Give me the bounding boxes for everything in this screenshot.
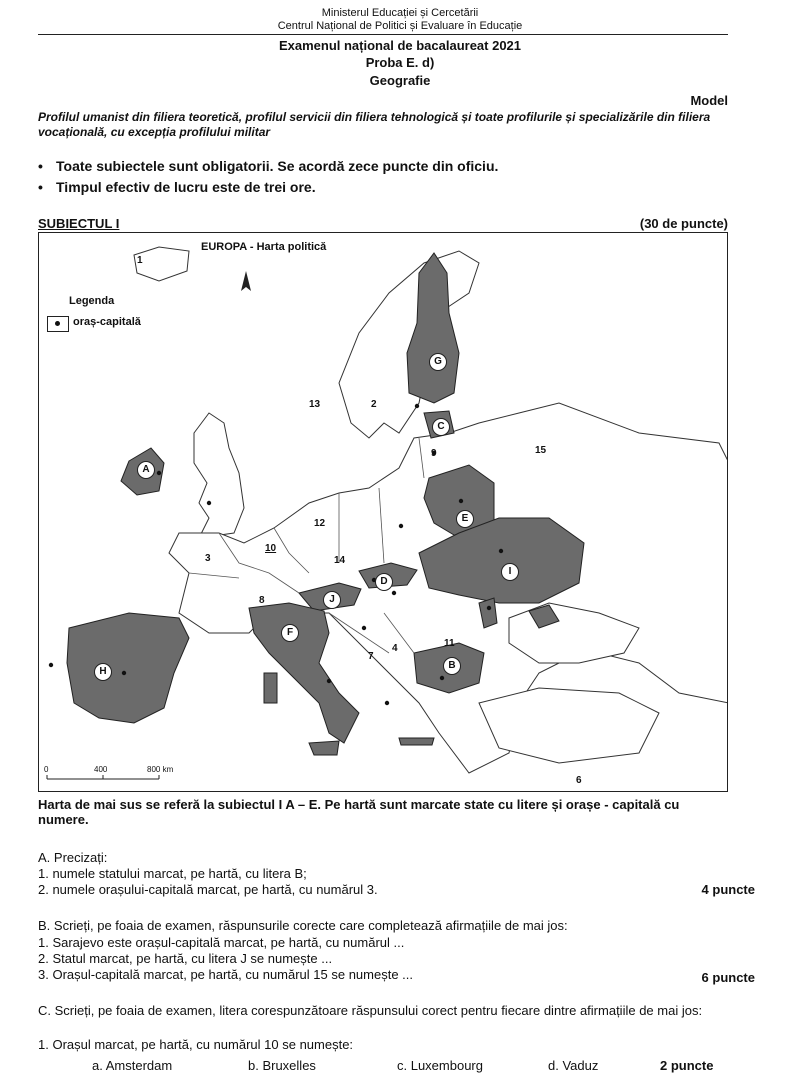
- model-label: Model: [690, 93, 728, 108]
- scale-label: 800 km: [147, 765, 174, 774]
- legend-title: Legenda: [69, 295, 115, 307]
- instruction-item: • Toate subiectele sunt obligatorii. Se acordă zece puncte din oficiu.: [38, 158, 499, 174]
- part-c-head: C. Scrieți, pe foaia de examen, litera corespunzătoare răspunsului corect pentru fiecare dintre afirmațiile de mai jos:: [38, 1003, 703, 1018]
- capital-number: 9: [431, 448, 437, 459]
- capital-number: 12: [314, 518, 326, 529]
- state-letter: H: [94, 663, 112, 681]
- capital-number: 8: [259, 595, 265, 606]
- section-header: [38, 216, 728, 231]
- state-letter: F: [281, 624, 299, 642]
- legend-capital-symbol: [47, 316, 69, 332]
- state-letter: I: [501, 563, 519, 581]
- part-b-item: 1. Sarajevo este orașul-capitală marcat, pe hartă, cu numărul ...: [38, 935, 405, 950]
- exam-proba: Proba E. d): [365, 55, 435, 70]
- choice-d: d. Vaduz: [548, 1058, 599, 1073]
- section-points: (30 de puncte): [639, 216, 728, 231]
- capital-number: 10: [265, 543, 277, 554]
- capital-number: 2: [371, 399, 377, 410]
- capital-number: 11: [444, 638, 455, 649]
- map-intro: Harta de mai sus se referă la subiectul I A – E. Pe hartă sunt marcate state cu litere și orașe - capitală cu numere.: [38, 797, 680, 827]
- europe-map: [38, 232, 728, 792]
- scale-label: 0: [44, 765, 49, 774]
- center-name: Centrul Național de Politici și Evaluare în Educație: [277, 20, 523, 32]
- part-a-points: 4 puncte: [701, 882, 755, 897]
- part-b-item: 3. Orașul-capitală marcat, pe hartă, cu numărul 15 se numește ...: [38, 967, 414, 982]
- header-rule: [38, 34, 728, 35]
- part-b-item: 2. Statul marcat, pe hartă, cu litera J se numește ...: [38, 951, 333, 966]
- capital-number: 6: [576, 775, 582, 786]
- state-letter: D: [375, 573, 393, 591]
- state-letter: E: [456, 510, 474, 528]
- exam-title: Examenul național de bacalaureat 2021: [278, 38, 522, 53]
- part-b-head: B. Scrieți, pe foaia de examen, răspunsurile corecte care completează afirmațiile de mai jos:: [38, 918, 568, 933]
- capital-number: 13: [309, 399, 321, 410]
- scale-label: 400: [94, 765, 108, 774]
- capital-number: 14: [334, 555, 346, 566]
- capital-number: 15: [535, 445, 547, 456]
- state-letter: B: [443, 657, 461, 675]
- instructions-list: [38, 158, 728, 200]
- state-letter: C: [432, 418, 450, 436]
- capital-number: 3: [205, 553, 211, 564]
- exam-subject: Geografie: [369, 73, 431, 88]
- choice-b: b. Bruxelles: [248, 1058, 316, 1073]
- capital-number: 4: [392, 643, 398, 654]
- state-letter: J: [323, 591, 341, 609]
- capital-number: 7: [368, 651, 374, 662]
- choice-a: a. Amsterdam: [92, 1058, 173, 1073]
- map-title: EUROPA - Harta politică: [201, 241, 327, 253]
- choice-c: c. Luxembourg: [397, 1058, 483, 1073]
- section-title: SUBIECTUL I: [38, 216, 120, 231]
- part-a-head: A. Precizați:: [38, 850, 108, 865]
- map-drawing: [39, 233, 728, 792]
- part-c-item: 1. Orașul marcat, pe hartă, cu numărul 10 se numește:: [38, 1037, 354, 1052]
- instruction-item: • Timpul efectiv de lucru este de trei ore.: [38, 179, 316, 195]
- profile-text: Profilul umanist din filiera teoretică, profilul servicii din filiera tehnologică și toate profilurile și specializările din filiera vocațională, cu excepția profilului militar: [38, 110, 711, 139]
- ministry-name: Ministerul Educației și Cercetării: [321, 7, 479, 19]
- legend-capital-label: oraș-capitală: [73, 316, 141, 328]
- state-letter: A: [137, 461, 155, 479]
- part-a-item: 1. numele statului marcat, pe hartă, cu litera B;: [38, 866, 307, 881]
- part-a-item: 2. numele orașului-capitală marcat, pe hartă, cu numărul 3.: [38, 882, 378, 897]
- part-b-points: 6 puncte: [701, 970, 755, 985]
- part-c-points: 2 puncte: [660, 1058, 714, 1073]
- state-letter: G: [429, 353, 447, 371]
- capital-number: 1: [137, 255, 143, 266]
